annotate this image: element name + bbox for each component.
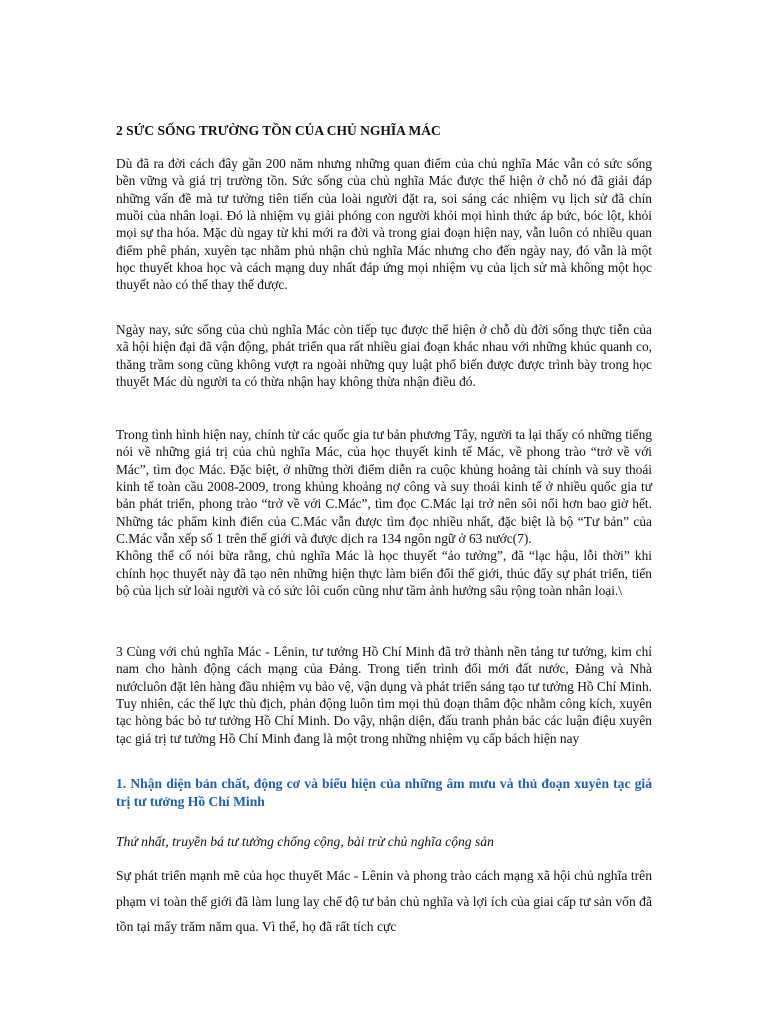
document-title: 2 SỨC SỐNG TRƯỜNG TỒN CỦA CHỦ NGHĨA MÁC	[116, 123, 441, 138]
paragraph-3: Trong tình hình hiện nay, chính từ các quốc gia tư bản phương Tây, người ta lại thấy có những tiếng nói về những giá trị của chủ nghĩa Mác, của học thuyết kinh tế Mác, về phong trào “trở về với Mác”, tìm đọc Mác. Đặc biệt, ở những thời điểm diễn ra cuộc khủng hoảng tài chính và suy thoái kinh tế toàn cầu 2008-2009, trong khủng khoảng nợ công và suy thoái kinh tế ở nhiều quốc gia tư bản phát triển, phong trào “trở về với C.Mác”, tìm đọc C.Mác lại trở nên sôi nổi hơn bao giờ hết. Những tác phẩm kinh điển của C.Mác vẫn được tìm đọc nhiều nhất, đặc biệt là bộ “Tư bản” của C.Mác vẫn xếp số 1 trên thế giới và được dịch ra 134 ngôn ngữ ở 63 nước(7). Không thể cố nói bừa rằng, chủ nghĩa Mác là học thuyết “ảo tưởng”, đã “lạc hậu, lỗi thời” khi chính học thuyết này đã tạo nên những hiện thực làm biến đổi thế giới, thúc đẩy sự phát triển, tiến bộ của lịch sử loài người và có sức lôi cuốn cũng như tầm ảnh hưởng sâu rộng toàn nhân loại.\	[116, 427, 652, 599]
section-subheading: Thứ nhất, truyền bá tư tưởng chống cộng, bài trừ chủ nghĩa cộng sản	[116, 834, 494, 849]
paragraph-1: Dù đã ra đời cách đây gần 200 năm nhưng những quan điểm của chủ nghĩa Mác vẫn có sức sống bền vững và giá trị trường tồn. Sức sống của chủ nghĩa Mác được thể hiện ở chỗ nó đã giải đáp những vấn đề mà tư tưởng tiên tiến của loài người đặt ra, soi sáng các nhiệm vụ lịch sử đã chín muồi của nhân loại. Đó là nhiệm vụ giải phóng con người khỏi mọi hình thức áp bức, bóc lột, khỏi mọi sự tha hóa. Mặc dù ngay từ khi mới ra đời và trong giai đoạn hiện nay, vẫn luôn có nhiều quan điểm phê phán, xuyên tạc nhằm phủ nhận chủ nghĩa Mác nhưng cho đến ngày nay, đó vẫn là một học thuyết khoa học và cách mạng duy nhất đáp ứng mọi nhiệm vụ của lịch sử mà không một học thuyết nào có thể thay thế được.	[116, 156, 652, 293]
paragraph-2: Ngày nay, sức sống của chủ nghĩa Mác còn tiếp tục được thể hiện ở chỗ dù đời sống thực tiễn của xã hội hiện đại đã vận động, phát triển qua rất nhiều giai đoạn khác nhau với những khúc quanh co, thăng trầm song cũng không vượt ra ngoài những quy luật phổ biến được được trình bày trong học thuyết Mác dù người ta có thừa nhận hay không thừa nhận điều đó.	[116, 322, 652, 390]
paragraph-4: 3 Cùng với chủ nghĩa Mác - Lênin, tư tưởng Hồ Chí Minh đã trở thành nền tảng tư tưởng, kim chỉ nam cho hành động cách mạng của Đảng. Trong tiến trình đổi mới đất nước, Đảng và Nhà nướcluôn đặt lên hàng đầu nhiệm vụ bảo vệ, vận dụng và phát triển sáng tạo tư tưởng Hồ Chí Minh. Tuy nhiên, các thế lực thù địch, phản động luôn tìm mọi thủ đoạn thâm độc nhằm công kích, xuyên tạc hòng bác bỏ tư tưởng Hồ Chí Minh. Do vậy, nhận diện, đấu tranh phản bác các luận điệu xuyên tạc giá trị tư tưởng Hồ Chí Minh đang là một trong những nhiệm vụ cấp bách hiện nay	[116, 644, 652, 746]
body-paragraph: Sự phát triển mạnh mẽ của học thuyết Mác - Lênin và phong trào cách mạng xã hội chủ nghĩa trên phạm vi toàn thế giới đã làm lung lay chế độ tư bản chủ nghĩa và lợi ích của giai cấp tư sản vốn đã tồn tại mấy trăm năm qua. Vì thế, họ đã rất tích cực	[116, 868, 652, 934]
section-heading: 1. Nhận diện bản chất, động cơ và biểu hiện của những âm mưu và thủ đoạn xuyên tạc giá trị tư tưởng Hồ Chí Minh	[116, 776, 652, 809]
